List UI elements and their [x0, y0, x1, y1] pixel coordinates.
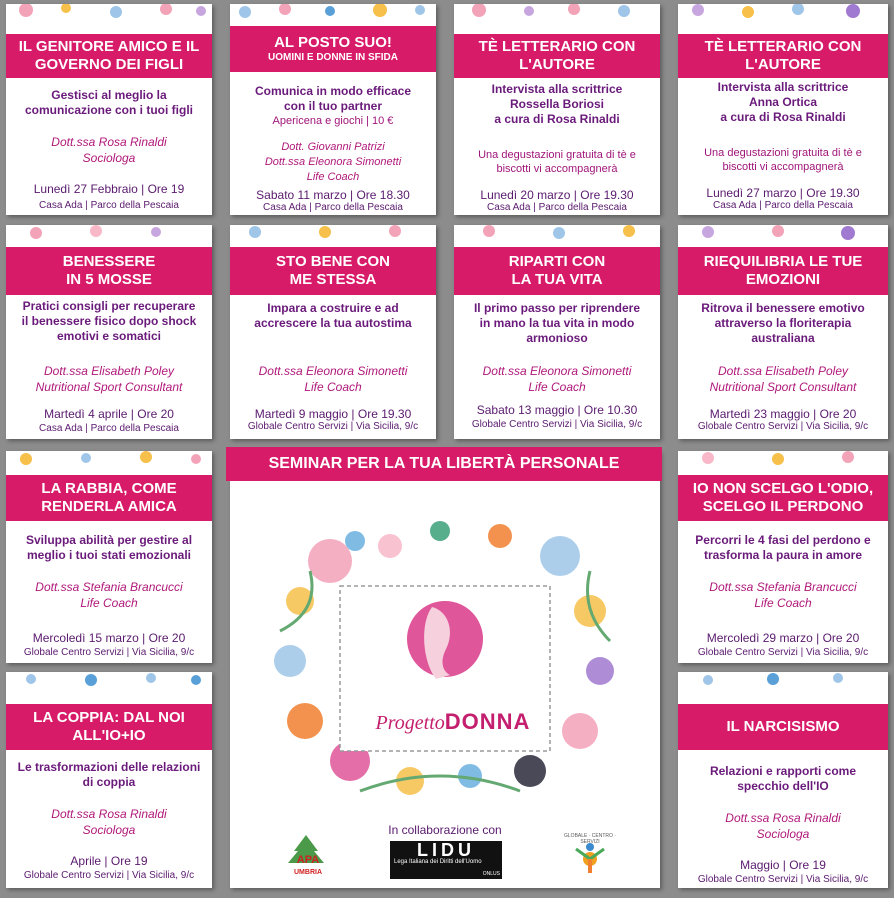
card-description: Il primo passo per riprendere in mano la tua vita in modo armonioso — [473, 301, 641, 345]
card-description: Sviluppa abilità per gestire al meglio i tuoi stati emozionali — [25, 533, 193, 562]
card-description: Le trasformazioni delle relazioni di coppia — [17, 760, 201, 789]
card-title: IL NARCISISMO — [678, 704, 888, 750]
floral-border — [678, 225, 888, 247]
card-speaker: Dott.ssa Rosa Rinaldi Sociologa — [725, 811, 841, 841]
card-date: Maggio | Ore 19 — [740, 858, 826, 872]
floral-border — [230, 4, 436, 26]
floral-wreath — [260, 511, 630, 801]
card-te-letterario-1 — [454, 4, 660, 215]
card-note: Apericena e giochi | 10 € — [272, 115, 394, 127]
card-date: Martedì 23 maggio | Ore 20 — [709, 407, 857, 421]
floral-border — [454, 225, 660, 247]
card-title: LA RABBIA, COME RENDERLA AMICA — [6, 475, 212, 521]
floral-border — [230, 225, 436, 247]
logo-text: ProgettoDONNA — [375, 709, 531, 734]
card-place: Globale Centro Servizi | Via Sicilia, 9/c — [23, 870, 195, 881]
card-place: Globale Centro Servizi | Via Sicilia, 9/c — [247, 421, 419, 432]
card-description: Impara a costruire e ad accrescere la tua autostima — [254, 301, 412, 330]
floral-border — [6, 225, 212, 247]
card-title: BENESSERE IN 5 MOSSE — [6, 247, 212, 295]
card-sto-bene — [230, 225, 436, 439]
card-date: Sabato 13 maggio | Ore 10.30 — [476, 403, 638, 417]
card-date: Mercoledì 29 marzo | Ore 20 — [706, 631, 860, 645]
card-date: Sabato 11 marzo | Ore 18.30 — [256, 188, 410, 202]
floral-border — [6, 4, 212, 26]
card-genitore-amico — [6, 4, 212, 215]
card-place: Casa Ada | Parco della Pescaia — [39, 423, 179, 434]
card-speaker: Dott. Giovanni Patrizi Dott.ssa Eleonora Simonetti Life Coach — [264, 141, 402, 183]
floral-border — [678, 672, 888, 694]
card-title: IL GENITORE AMICO E IL GOVERNO DEI FIGLI — [6, 34, 212, 78]
card-speaker: Dott.ssa Elisabeth Poley Nutritional Sport Consultant — [709, 364, 857, 394]
card-date: Aprile | Ore 19 — [70, 854, 148, 868]
card-speaker: Dott.ssa Elisabeth Poley Nutritional Sport Consultant — [35, 364, 183, 394]
card-title: LA COPPIA: DAL NOI ALL'IO+IO — [6, 704, 212, 750]
card-note: Una degustazioni gratuita di tè e biscotti vi accompagnerà — [478, 149, 636, 175]
card-place: Globale Centro Servizi | Via Sicilia, 9/c — [23, 647, 195, 658]
card-riequilibria — [678, 225, 888, 439]
card-description: Intervista alla scrittrice Anna Ortica a cura di Rosa Rinaldi — [717, 80, 849, 124]
card-description: Percorri le 4 fasi del perdono e trasforma la paura in amore — [695, 533, 871, 562]
card-description: Intervista alla scrittrice Rossella Boriosi a cura di Rosa Rinaldi — [491, 82, 623, 126]
card-title: TÈ LETTERARIO CON L'AUTORE — [454, 34, 660, 78]
card-te-letterario-2 — [678, 4, 888, 215]
card-speaker: Dott.ssa Eleonora Simonetti Life Coach — [482, 364, 632, 394]
card-description: Comunica in modo efficace con il tuo partner — [254, 84, 412, 113]
card-rabbia — [6, 451, 212, 663]
card-description: Relazioni e rapporti come specchio dell'IO — [709, 764, 857, 793]
card-narcisismo — [678, 672, 888, 888]
card-place: Casa Ada | Parco della Pescaia — [263, 202, 403, 213]
card-note: Una degustazioni gratuita di tè e biscotti vi accompagnerà — [704, 147, 862, 173]
card-title: STO BENE CON ME STESSA — [230, 247, 436, 295]
card-place: Casa Ada | Parco della Pescaia — [487, 202, 627, 213]
card-title: RIPARTI CON LA TUA VITA — [454, 247, 660, 295]
card-date: Lunedì 27 Febbraio | Ore 19 — [33, 182, 185, 196]
partner-globale-logo: GLOBALE · CENTRO · SERVIZI — [560, 833, 620, 877]
partner-apa-logo: APA UMBRIA — [270, 831, 346, 875]
floral-border — [678, 451, 888, 473]
card-description: Gestisci al meglio la comunicazione con i tuoi figli — [24, 88, 193, 117]
card-benessere — [6, 225, 212, 439]
center-panel — [230, 451, 660, 888]
card-riparti — [454, 225, 660, 439]
card-al-posto-suo — [230, 4, 436, 215]
card-description: Pratici consigli per recuperare il benessere fisico dopo shock emotivi e somatici — [21, 299, 197, 343]
floral-border — [6, 672, 212, 694]
card-place: Globale Centro Servizi | Via Sicilia, 9/c — [471, 419, 643, 430]
card-title: AL POSTO SUO! UOMINI E DONNE IN SFIDA — [230, 26, 436, 72]
partner-lidu-logo: LIDU Lega Italiana dei Diritti dell'Uomo ONLUS — [390, 841, 502, 879]
card-date: Martedì 4 aprile | Ore 20 — [44, 407, 174, 421]
card-place: Casa Ada | Parco della Pescaia — [713, 200, 853, 211]
floral-border — [6, 451, 212, 473]
center-title: SEMINAR PER LA TUA LIBERTÀ PERSONALE — [226, 447, 662, 481]
card-title: IO NON SCELGO L'ODIO, SCELGO IL PERDONO — [678, 475, 888, 521]
card-place: Casa Ada | Parco della Pescaia — [39, 200, 179, 211]
card-date: Mercoledì 15 marzo | Ore 20 — [32, 631, 186, 645]
card-place: Globale Centro Servizi | Via Sicilia, 9/c — [697, 647, 869, 658]
card-date: Lunedì 27 marzo | Ore 19.30 — [706, 186, 860, 200]
card-description: Ritrova il benessere emotivo attraverso la floriterapia australiana — [701, 301, 865, 345]
card-speaker: Dott.ssa Rosa Rinaldi Sociologa — [51, 807, 167, 837]
floral-border — [678, 4, 888, 26]
card-title: TÈ LETTERARIO CON L'AUTORE — [678, 34, 888, 78]
card-date: Martedì 9 maggio | Ore 19.30 — [254, 407, 412, 421]
card-speaker: Dott.ssa Stefania Brancucci Life Coach — [35, 580, 183, 610]
card-perdono — [678, 451, 888, 663]
card-date: Lunedì 20 marzo | Ore 19.30 — [480, 188, 634, 202]
card-title: RIEQUILIBRIA LE TUE EMOZIONI — [678, 247, 888, 295]
card-place: Globale Centro Servizi | Via Sicilia, 9/c — [697, 874, 869, 885]
collaboration-label: In collaborazione con — [388, 823, 502, 837]
card-speaker: Dott.ssa Rosa Rinaldi Sociologa — [51, 135, 167, 165]
card-coppia — [6, 672, 212, 888]
floral-border — [454, 4, 660, 26]
card-speaker: Dott.ssa Stefania Brancucci Life Coach — [709, 580, 857, 610]
card-speaker: Dott.ssa Eleonora Simonetti Life Coach — [258, 364, 408, 394]
card-place: Globale Centro Servizi | Via Sicilia, 9/c — [697, 421, 869, 432]
